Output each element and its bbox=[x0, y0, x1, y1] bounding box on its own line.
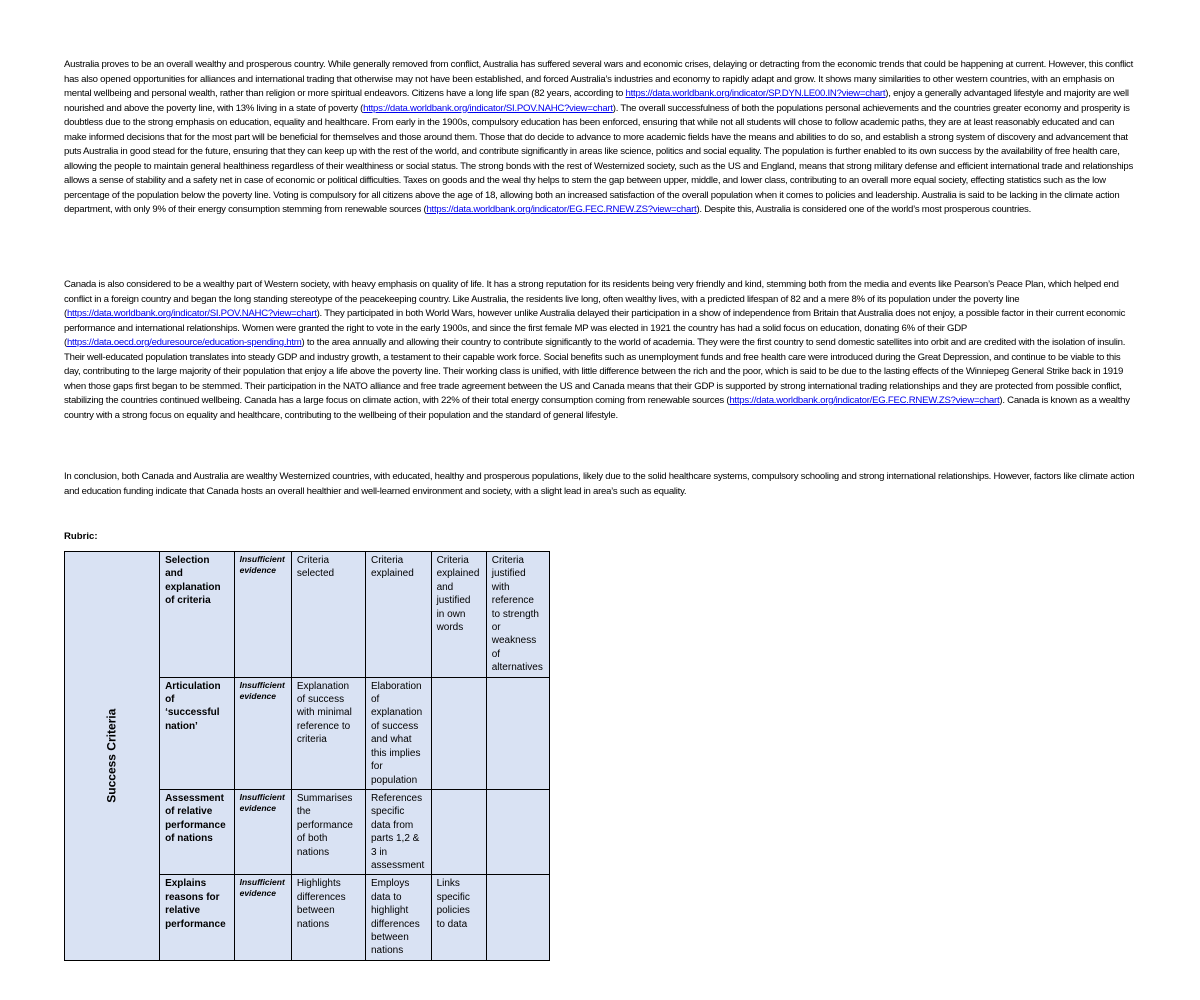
text-span: ). The overall successfulness of both the populations personal achievements and the countries greater economy and prosperity is doubtless due to the strong emphasis on education, equality and healthcare. From early in the 1900s, compulsory education has been enforced, ensuring that while not all students will chose to follow academic paths, they are at least reasonably educated and can make informed decisions that for the most part will be beneficial for themselves and those around them. Those that do decide to advance to more academic fields have the means and abilities to do so, and establish a strong system of discovery and advancement that puts Australia in good stead for the future, ensuring that they can keep up with the rest of the world, and contribute significantly in areas like science, politics and social equality. The population is further enabled to its own success by the availability of free health care, allowing the people to maintain general healthiness regardless of their wealthiness or social status. The strong bonds with the rest of Westernized society, such as the US and England, means that strong military defense and efficient international trade and relationships allows a sense of stability and a safety net in case of economic or political difficulties. Taxes on goods and the weal thy helps to stem the gap between upper, middle, and lower class, contributing to an overall more equal society, effecting statistics such as the low percentage of the population below the poverty line. Voting is compulsory for all citizens above the age of 18, allowing both an increased satisfaction of the overall population when it comes to policies and leadership. Australia is said to be lacking in the climate action department, with only 9% of their energy consumption stemming from renewable sources ( bbox=[64, 102, 1134, 215]
text-span: ). Canada is known as a wealthy country with a strong focus on equality and healthcare, contributing to the wellbeing of their population and the standard of general lifestyle. bbox=[64, 395, 1130, 421]
renewable-energy-link[interactable]: https://data.worldbank.org/indicator/EG.FEC.RNEW.ZS?view=chart bbox=[426, 204, 697, 215]
renewable-energy-link[interactable]: https://data.worldbank.org/indicator/EG.FEC.RNEW.ZS?view=chart bbox=[729, 395, 1000, 406]
insufficient-cell: Insufficient evidence bbox=[234, 875, 291, 960]
rubric-heading: Rubric: bbox=[64, 531, 98, 542]
level-cell bbox=[486, 875, 549, 960]
level-cell bbox=[486, 677, 549, 789]
criterion-cell: Selection and explanation of criteria bbox=[160, 552, 235, 678]
text-span: ). They participated in both World Wars, however unlike Australia delayed their participation in a show of independence from Britain that Australia does not enjoy, a possible factor in their current economic performance and international relationships. Women were granted the right to vote in the early 1900s, and since the first female MP was elected in 1921 the country has had a solid focus on education, donating 6% of their GDP ( bbox=[64, 308, 1126, 348]
level-cell: Elaboration of explanation of success and what this implies for population bbox=[365, 677, 431, 789]
text-span: ) to the area annually and allowing their country to contribute significantly to the world of academia. They were the first country to send domestic satellites into orbit and are credited with the isolation of insulin. Their well-educated population translates into steady GDP and industry growth, a testament to their capable work force. Social benefits such as unemployment funds and free health care were introduced during the Great Depression, and continue to be viable to this day, contributing to the large majority of their population that enjoy a life above the poverty line. Their working class is unified, with little difference between the rich and the poor, which is said to be due to the lasting effects of the Winniepeg General Strike back in 1919 when those gaps first began to be stemmed. Their participation in the NATO alliance and free trade agreement between the US and Canada means that their GDP is supported by strong international trading relationships and they are protected from possible conflict, stabilizing the countries continued wellbeing. Canada has a large focus on climate action, with 22% of their total energy consumption coming from renewable sources ( bbox=[64, 337, 1126, 406]
education-spending-link[interactable]: https://data.oecd.org/eduresource/education-spending.htm bbox=[66, 337, 302, 348]
level-cell: Explanation of success with minimal reference to criteria bbox=[291, 677, 365, 789]
level-cell: Criteria selected bbox=[291, 552, 365, 678]
level-cell bbox=[431, 789, 486, 874]
text-span: ), enjoy a generally advantaged lifestyle and majority are well nourished and above the poverty line, with 13% living in a state of poverty ( bbox=[64, 88, 1129, 114]
text-span: Australia proves to be an overall wealthy and prosperous country. While generally removed from conflict, Australia has suffered several wars and economic crises, delaying or detracting from the economic trends that could be happening at current. However, this conflict has also opened opportunities for alliances and international trading that otherwise may not have been established, and forced Australia’s industries and economy to rapidly adapt and grow. It shows many similarities to other western countries, with an emphasis on mental wellbeing and personal wealth, rather than religion or more spiritual endeavors. Citizens have a long life span (82 years, according to bbox=[64, 59, 1134, 99]
level-cell: References specific data from parts 1,2 & 3 in assessment bbox=[365, 789, 431, 874]
life-span-link[interactable]: https://data.worldbank.org/indicator/SP.DYN.LE00.IN?view=chart bbox=[625, 88, 886, 99]
level-cell: Criteria explained bbox=[365, 552, 431, 678]
rubric-table bbox=[64, 551, 550, 961]
level-cell: Criteria explained and justified in own words bbox=[431, 552, 486, 678]
insufficient-cell: Insufficient evidence bbox=[234, 552, 291, 678]
level-cell: Highlights differences between nations bbox=[291, 875, 365, 960]
poverty-link[interactable]: https://data.worldbank.org/indicator/SI.POV.NAHC?view=chart bbox=[66, 308, 317, 319]
level-cell: Summarises the performance of both nations bbox=[291, 789, 365, 874]
table-row bbox=[65, 552, 550, 678]
level-cell: Criteria justified with reference to strength or weakness of alternatives bbox=[486, 552, 549, 678]
insufficient-cell: Insufficient evidence bbox=[234, 789, 291, 874]
insufficient-cell: Insufficient evidence bbox=[234, 677, 291, 789]
text-span: Canada is also considered to be a wealthy part of Western society, with heavy emphasis on quality of life. It has a strong reputation for its residents being very friendly and kind, stemming both from the media and events like Pearson’s Peace Plan, which helped end conflict in a foreign country and began the long standing stereotype of the peacekeeping country. Like Australia, the residents live long, often wealthy lives, with a predicted lifespan of 82 and a mere 8% of its population under the poverty line ( bbox=[64, 279, 1119, 319]
level-cell bbox=[431, 677, 486, 789]
level-cell bbox=[486, 789, 549, 874]
level-cell: Links specific policies to data bbox=[431, 875, 486, 960]
criterion-cell: Explains reasons for relative performance bbox=[160, 875, 235, 960]
text-span: ). Despite this, Australia is considered one of the world’s most prosperous countries. bbox=[696, 204, 1032, 215]
success-criteria-side-label: Success Criteria bbox=[65, 552, 160, 961]
level-cell: Employs data to highlight differences between nations bbox=[365, 875, 431, 960]
australia-paragraph bbox=[64, 58, 1136, 218]
criterion-cell: Articulation of ‘successful nation’ bbox=[160, 677, 235, 789]
canada-paragraph bbox=[64, 278, 1136, 423]
poverty-link[interactable]: https://data.worldbank.org/indicator/SI.POV.NAHC?view=chart bbox=[363, 102, 613, 114]
conclusion-paragraph: In conclusion, both Canada and Australia are wealthy Westernized countries, with educated, healthy and prosperous populations, likely due to the solid healthcare systems, compulsory schooling and strong international relationships. However, factors like climate action and education funding indicate that Canada hosts an overall healthier and well-learned environment and society, with a slight lead in area’s such as equality. bbox=[64, 471, 1135, 497]
criterion-cell: Assessment of relative performance of nations bbox=[160, 789, 235, 874]
